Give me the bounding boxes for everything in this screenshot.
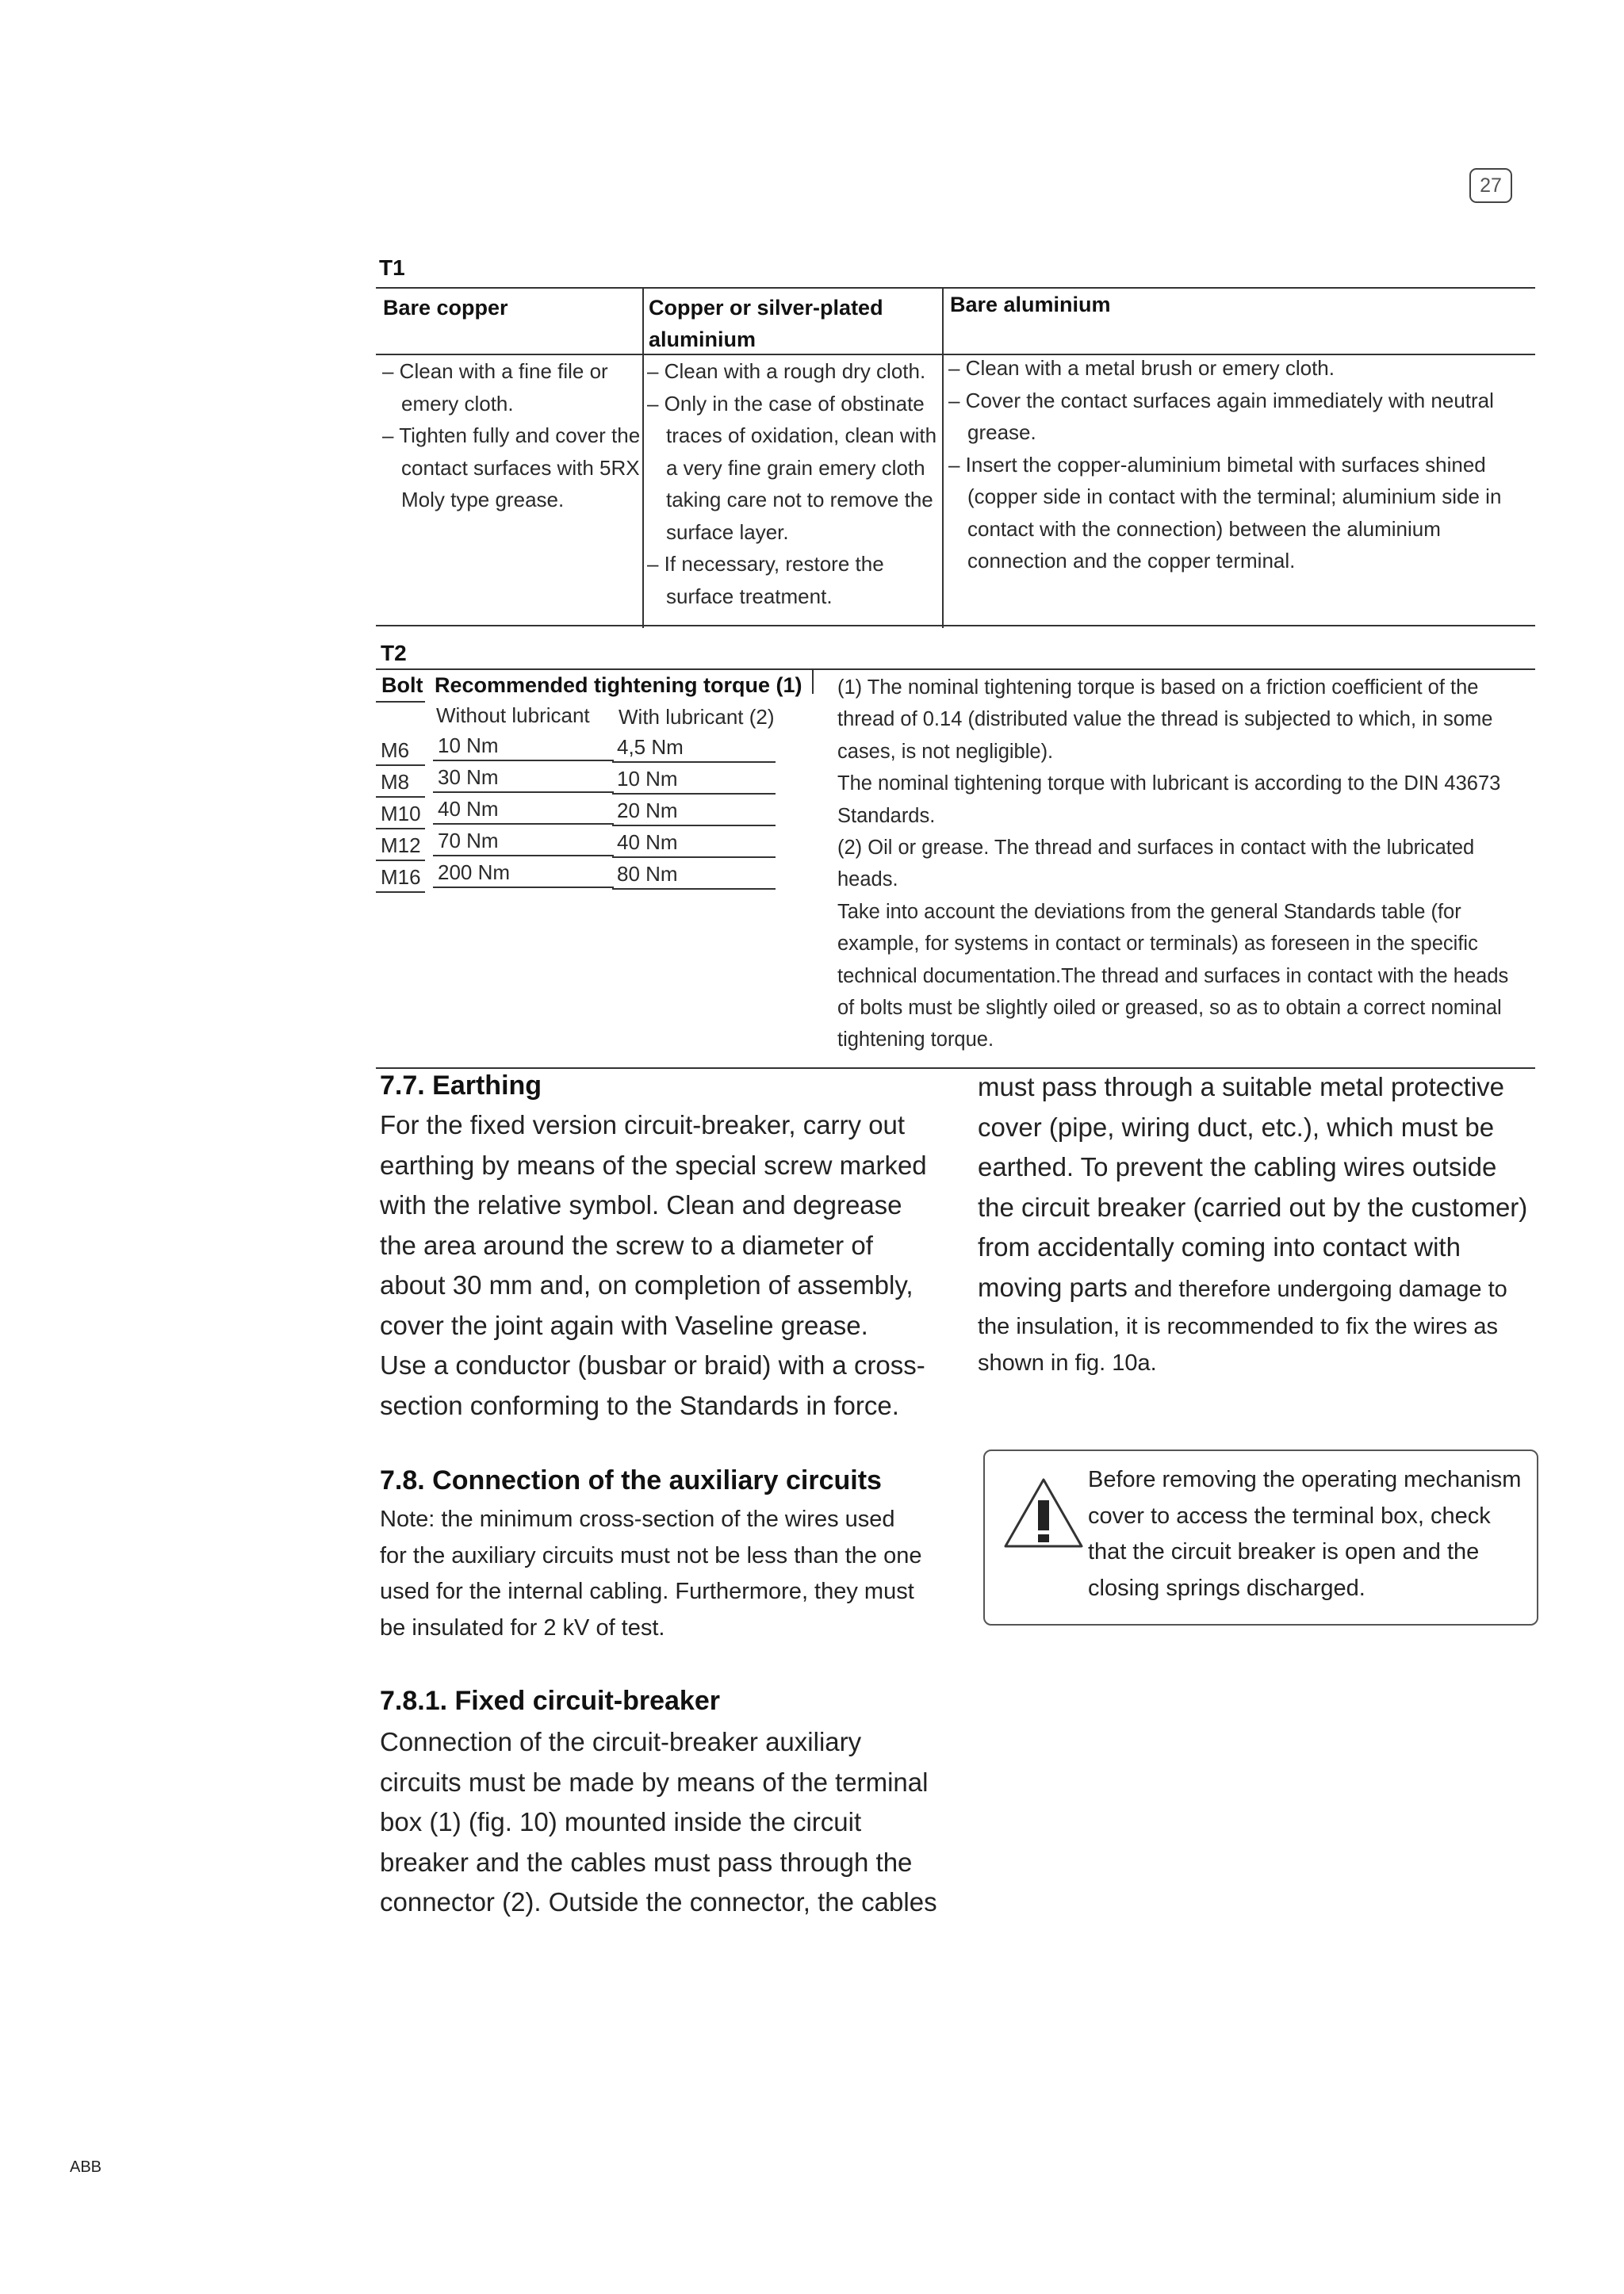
section-earthing-heading: 7.7. Earthing <box>380 1070 542 1101</box>
aux-line: Note: the minimum cross-section of the wires used <box>380 1507 895 1532</box>
t2-note-line: technical documentation.The thread and surfaces in contact with the heads <box>837 964 1509 987</box>
t2-bolt: M6 <box>376 736 425 766</box>
t2-with: 10 Nm <box>612 764 776 795</box>
footer-brand: ABB <box>70 2158 102 2176</box>
t1-col3-item: – Insert the copper-aluminium bimetal with surfaces shined (copper side in contact with the terminal; aluminium side in contact with the connection) between the aluminium connection and the copper terminal. <box>948 452 1502 573</box>
t1-header-bare-copper: Bare copper <box>383 296 508 320</box>
t2-without: 200 Nm <box>433 858 614 888</box>
t1-header-bare-aluminium: Bare aluminium <box>950 293 1111 316</box>
t1-label: T1 <box>379 255 405 280</box>
t2-bolt: M16 <box>376 863 425 893</box>
right-mixed-big: moving parts <box>978 1272 1128 1302</box>
fixed-line: connector (2). Outside the connector, the cables <box>380 1887 937 1917</box>
t1-col1-item: – Clean with a fine file or emery cloth. <box>382 359 608 416</box>
right-mixed-small: and therefore undergoing damage to <box>1127 1276 1507 1302</box>
warning-text <box>1088 1462 1521 1607</box>
t1-col-divider-1 <box>642 287 644 628</box>
t1-col3-item: – Clean with a metal brush or emery cloth. <box>948 356 1335 380</box>
aux-line: be insulated for 2 kV of test. <box>380 1614 665 1641</box>
t2-bolt: M8 <box>376 768 425 798</box>
right-line: from accidentally coming into contact with <box>978 1232 1461 1262</box>
t1-col1-item: – Tighten fully and cover the contact surfaces with 5RX Moly type grease. <box>382 423 641 511</box>
earthing-line: cover the joint again with Vaseline grease. <box>380 1310 868 1340</box>
section-aux-heading: 7.8. Connection of the auxiliary circuits <box>380 1465 882 1496</box>
warning-line: cover to access the terminal box, check <box>1088 1503 1491 1529</box>
section-aux-body <box>380 1502 921 1646</box>
t1-col-divider-2 <box>942 287 944 628</box>
t1-header-copper-silver: Copper or silver-plated aluminium <box>649 296 883 351</box>
t2-note-line: Take into account the deviations from the general Standards table (for <box>837 900 1461 923</box>
section-earthing-body <box>380 1105 927 1426</box>
t2-header-bolt: Bolt <box>381 673 423 697</box>
right-line: earthed. To prevent the cabling wires outside <box>978 1152 1497 1181</box>
aux-line: used for the internal cabling. Furthermore, they must <box>380 1579 914 1604</box>
earthing-line: about 30 mm and, on completion of assembly, <box>380 1270 914 1300</box>
t2-note-line: tightening torque. <box>837 1028 994 1051</box>
fixed-line: Connection of the circuit-breaker auxiliary <box>380 1727 862 1756</box>
t2-bolt: M12 <box>376 831 425 861</box>
t2-notes <box>837 672 1551 1056</box>
section-fixed-heading: 7.8.1. Fixed circuit-breaker <box>380 1686 720 1716</box>
t2-header-torque: Recommended tightening torque (1) <box>435 673 802 697</box>
t2-sub-with: With lubricant (2) <box>619 705 775 729</box>
t2-without: 40 Nm <box>433 795 614 825</box>
t2-note-line: cases, is not negligible). <box>837 740 1054 763</box>
t1-bottom-rule <box>376 625 1535 626</box>
t1-col-bare-copper <box>382 355 641 516</box>
fixed-line: circuits must be made by means of the terminal <box>380 1767 929 1797</box>
earthing-line: section conforming to the Standards in force. <box>380 1390 899 1420</box>
aux-line: for the auxiliary circuits must not be less than the one <box>380 1542 922 1568</box>
t2-sub-without: Without lubricant <box>436 703 590 727</box>
warning-line: that the circuit breaker is open and the <box>1088 1539 1480 1564</box>
t2-with: 20 Nm <box>612 796 776 826</box>
t2-note-line: The nominal tightening torque with lubricant is according to the DIN 43673 <box>837 772 1501 795</box>
page-number: 27 <box>1469 168 1512 203</box>
t2-with: 40 Nm <box>612 828 776 858</box>
right-line: the insulation, it is recommended to fix the wires as <box>978 1314 1499 1339</box>
warning-triangle-icon <box>1002 1476 1085 1549</box>
right-line: the circuit breaker (carried out by the customer) <box>978 1192 1528 1222</box>
t2-label: T2 <box>381 641 407 665</box>
t2-note-line: Standards. <box>837 804 936 827</box>
t2-bolt: M10 <box>376 799 425 829</box>
right-line: shown in fig. 10a. <box>978 1350 1157 1376</box>
right-column-body <box>978 1067 1527 1381</box>
t2-note-line: example, for systems in contact or terminals) as foreseen in the specific <box>837 933 1478 956</box>
t1-col3-item: – Cover the contact surfaces again immediately with neutral grease. <box>948 388 1494 444</box>
t1-col2-item: – If necessary, restore the surface treatment. <box>647 552 884 608</box>
right-line: must pass through a suitable metal protective <box>978 1072 1505 1101</box>
section-fixed-body <box>380 1722 937 1923</box>
t1-col-copper-silver <box>647 355 940 612</box>
earthing-line: the area around the screw to a diameter of <box>380 1230 873 1260</box>
earthing-line: For the fixed version circuit-breaker, carry out <box>380 1110 906 1139</box>
right-line: cover (pipe, wiring duct, etc.), which must be <box>978 1112 1495 1142</box>
earthing-line: earthing by means of the special screw marked <box>380 1150 927 1180</box>
warning-line: Before removing the operating mechanism <box>1088 1467 1522 1492</box>
warning-box <box>983 1450 1538 1626</box>
t1-col2-item: – Only in the case of obstinate traces of oxidation, clean with a very fine grain emery cloth taking care not to remove the surface layer. <box>647 391 937 544</box>
t2-note-line: of bolts must be slightly oiled or greased, so as to obtain a correct nominal <box>837 997 1502 1020</box>
warning-line: closing springs discharged. <box>1088 1575 1365 1601</box>
t2-without: 10 Nm <box>433 731 614 761</box>
earthing-line: with the relative symbol. Clean and degrease <box>380 1190 902 1220</box>
t1-col2-item: – Clean with a rough dry cloth. <box>647 359 926 383</box>
t2-note-line: thread of 0.14 (distributed value the thread is subjected to which, in some <box>837 708 1493 731</box>
earthing-line: Use a conductor (busbar or braid) with a cross- <box>380 1350 925 1380</box>
t2-note-line: heads. <box>837 868 898 891</box>
t2-bolt-rule <box>376 701 425 703</box>
t2-note-line: (1) The nominal tightening torque is based on a friction coefficient of the <box>837 676 1479 699</box>
t2-header-divider <box>812 668 814 694</box>
t2-note-line: (2) Oil or grease. The thread and surfaces in contact with the lubricated <box>837 837 1475 860</box>
t2-with: 80 Nm <box>612 860 776 890</box>
fixed-line: box (1) (fig. 10) mounted inside the circuit <box>380 1807 862 1836</box>
t1-col-bare-aluminium <box>948 352 1527 577</box>
t2-without: 70 Nm <box>433 826 614 856</box>
t2-without: 30 Nm <box>433 763 614 793</box>
fixed-line: breaker and the cables must pass through the <box>380 1847 913 1877</box>
right-line-mixed <box>978 1268 1527 1310</box>
t2-with: 4,5 Nm <box>612 733 776 763</box>
